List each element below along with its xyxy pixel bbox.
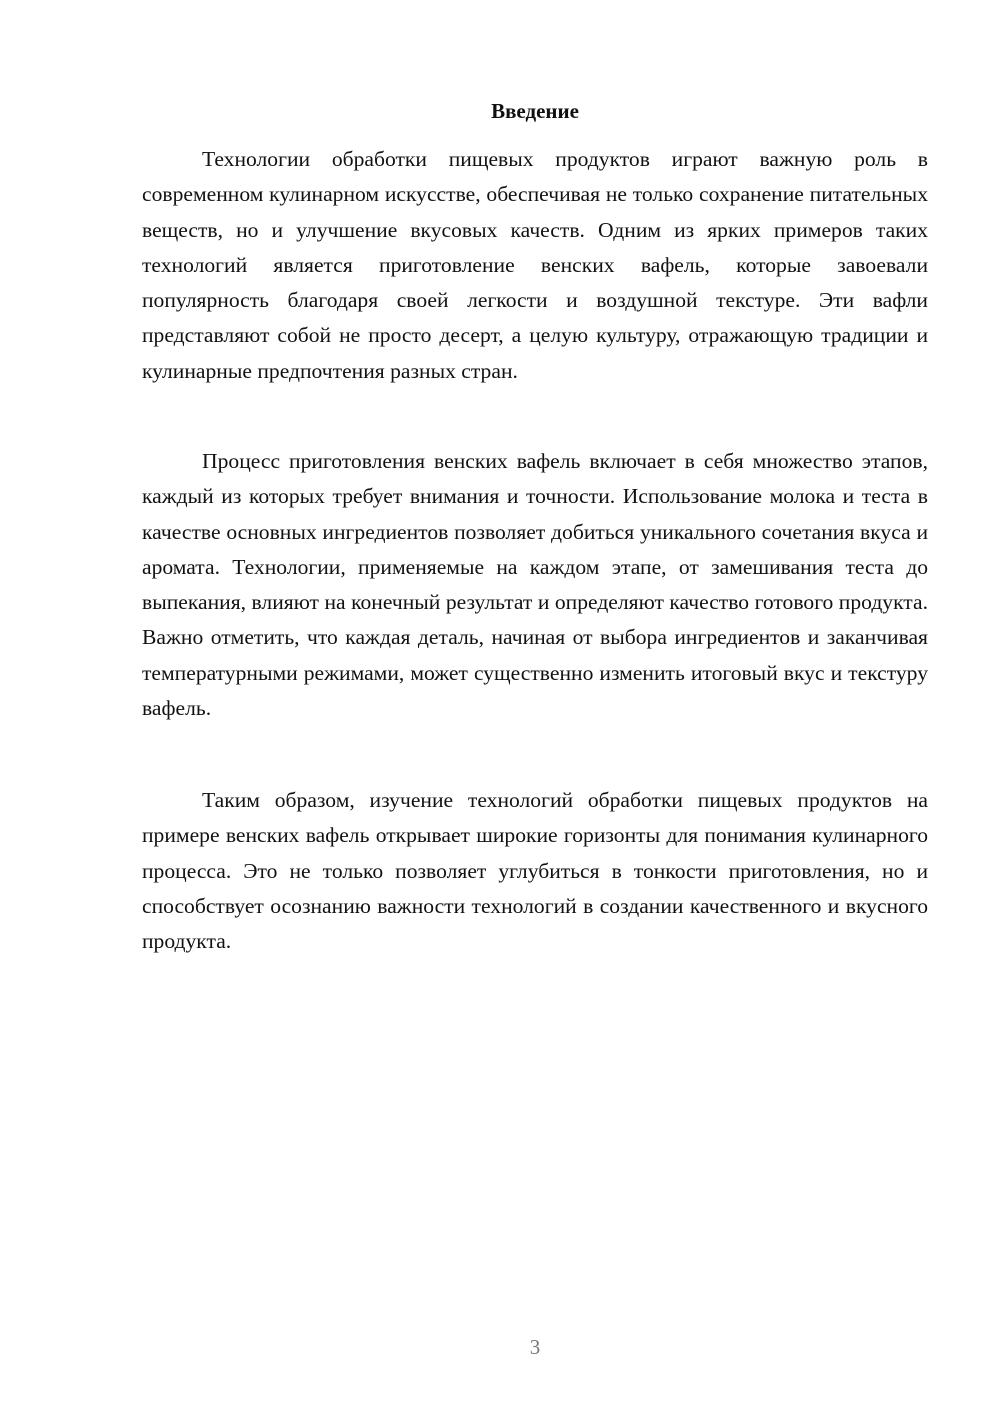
paragraph-3: Таким образом, изучение технологий обработки пищевых продуктов на примере венских вафель открывает широкие горизонты для понимания кулинарного процесса. Это не только позволяет углубиться в тонкости приготовления, но и способствует осознанию важности технологий в создании качественного и вкусного продукта. <box>142 788 928 954</box>
paragraph-1: Технологии обработки пищевых продуктов играют важную роль в современном кулинарном искусстве, обеспечивая не только сохранение питательных веществ, но и улучшение вкусовых качеств. Одним из ярких примеров таких технологий является приготовление венских вафель, которые завоевали популярность благодаря своей легкости и воздушной текстуре. Эти вафли представляют собой не просто десерт, а целую культуру, отражающую традиции и кулинарные предпочтения разных стран. <box>142 147 928 383</box>
section-heading: Введение <box>491 99 579 123</box>
paragraph-2: Процесс приготовления венских вафель включает в себя множество этапов, каждый из которых требует внимания и точности. Использование молока и теста в качестве основных ингредиентов позволяет добиться уникального сочетания вкуса и аромата. Технологии, применяемые на каждом этапе, от замешивания теста до выпекания, влияют на конечный результат и определяют качество готового продукта. Важно отметить, что каждая деталь, начиная от выбора ингредиентов и заканчивая температурными режимами, может существенно изменить итоговый вкус и текстуру вафель. <box>142 449 928 721</box>
page-number: 3 <box>529 1335 541 1359</box>
